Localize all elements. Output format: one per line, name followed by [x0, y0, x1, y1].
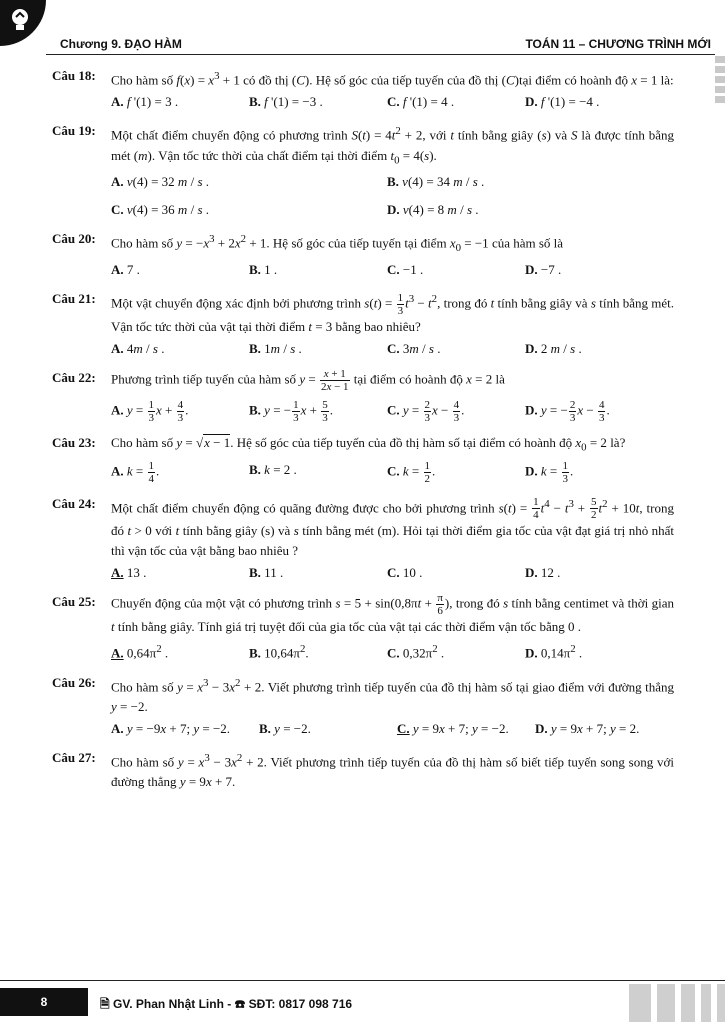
- option-d[interactable]: D. −7 .: [525, 262, 562, 278]
- option-a[interactable]: A. f '(1) = 3 .: [111, 94, 179, 110]
- answer-options: [111, 260, 674, 280]
- option-a[interactable]: A. k = $\frac{1}{4}$ .: [111, 459, 160, 485]
- answer-options: [111, 639, 674, 663]
- option-c[interactable]: C. k = $\frac{1}{2}$ .: [387, 459, 436, 485]
- answer-options: [111, 172, 674, 192]
- subject-title: TOÁN 11 – CHƯƠNG TRÌNH MỚI: [525, 37, 711, 51]
- footer-divider: [0, 980, 725, 981]
- question-number: Câu 26:: [52, 674, 96, 690]
- question-23: [52, 433, 674, 485]
- question-number: Câu 19:: [52, 123, 96, 139]
- option-b[interactable]: B. k = 2 .: [249, 461, 297, 477]
- option-a[interactable]: A. 4m / s .: [111, 341, 165, 357]
- question-25: [52, 592, 674, 663]
- option-a[interactable]: A. v(4) = 32 m / s .: [111, 174, 209, 190]
- question-20: [52, 229, 674, 280]
- answer-options: [111, 563, 674, 583]
- option-d[interactable]: D. v(4) = 8 m / s .: [387, 202, 479, 218]
- answer-options: [111, 460, 674, 485]
- option-c[interactable]: C. $0,32\pi^2$ .: [387, 643, 445, 661]
- option-c[interactable]: C. v(4) = 36 m / s .: [111, 202, 209, 218]
- option-c[interactable]: C. 10 .: [387, 565, 423, 581]
- option-d[interactable]: D. y = − $\frac{2}{3}$ x − $\frac{4}{3}$ .: [525, 399, 610, 425]
- question-stem: Cho hàm số $y = x^3 - 3x^2 + 2$. Viết phương trình tiếp tuyến của đồ thị hàm số tại giao điểm với đường thẳng y = −2.: [111, 676, 674, 715]
- question-21: [52, 289, 674, 359]
- question-22: [52, 368, 674, 424]
- option-b[interactable]: B. 11 .: [249, 565, 284, 581]
- option-d[interactable]: D. 12 .: [525, 565, 561, 581]
- option-d[interactable]: D. 2 m / s .: [525, 341, 582, 357]
- option-b[interactable]: B. v(4) = 34 m / s .: [387, 174, 485, 190]
- question-stem: Một vật chuyển động xác định bởi phương trình s(t) = $\frac{1}{3}$ $t^3 - t^2$, trong đó t tính bằng giây và s tính bằng mét. Vận tốc tức thời của vật tại thời điểm t = 3 bằng bao nhiêu?: [111, 292, 675, 335]
- question-24: [52, 494, 674, 584]
- phone-icon: ☎: [234, 997, 246, 1011]
- question-number: Câu 20:: [52, 231, 96, 247]
- option-c[interactable]: C. y = $\frac{2}{3}$ x − $\frac{4}{3}$ .: [387, 399, 465, 425]
- question-18: [52, 66, 674, 112]
- answer-options: [111, 399, 674, 424]
- option-b[interactable]: B. 1 .: [249, 262, 278, 278]
- question-stem: Cho hàm số $y = -x^3 + 2x^2 + 1$. Hệ số góc của tiếp tuyến tại điểm $x_0 = -1$ của hàm số là: [111, 233, 564, 255]
- question-number: Câu 21:: [52, 291, 96, 307]
- option-d[interactable]: D. y = 9x + 7; y = 2.: [535, 721, 640, 737]
- question-number: Câu 22:: [52, 370, 96, 386]
- question-stem: Chuyển động của một vật có phương trình s = 5 + sin(0,8πt + $\frac{\pi}{6}$ ), trong đó s tính bằng centimet và thời gian t tính bằng giây. Tính giá trị tuyệt đối của gia tốc của vật tại các thời điểm vận tốc bằng 0 .: [111, 592, 674, 635]
- question-stem: Cho hàm số y = √x − 1. Hệ số góc của tiếp tuyến của đồ thị hàm số tại điểm có hoành độ $x_0 = 2$ là?: [111, 435, 626, 454]
- answer-options: [111, 339, 674, 359]
- question-stem: Phương trình tiếp tuyến của hàm số y = $\frac{x + 1}{2x - 1}$ tại điểm có hoành độ x = 2 là: [111, 368, 505, 394]
- page-header: [0, 0, 725, 56]
- question-stem: Một chất điểm chuyển động có quãng đường được cho bởi phương trình s(t) = $\frac{1}{4}$ $t^4 - t^3$ + $\frac{5}{2}$ $t^2 + 10t$, trong đó t > 0 với t tính bằng giây (s) và s tính bằng mét (m). Hỏi tại thời điểm gia tốc của vật đạt giá trị nhỏ nhất thì vận tốc của vật bằng bao nhiêu ?: [111, 496, 675, 559]
- option-a[interactable]: A. y = −9x + 7; y = −2.: [111, 721, 231, 737]
- option-d[interactable]: D. k = $\frac{1}{3}$ .: [525, 459, 574, 485]
- author-name: GV. Phan Nhật Linh: [113, 997, 224, 1011]
- option-c[interactable]: C. f '(1) = 4 .: [387, 94, 455, 110]
- question-number: Câu 24:: [52, 495, 96, 511]
- question-stem: Cho hàm số $y = x^3 - 3x^2 + 2$. Viết phương trình tiếp tuyến của đồ thị hàm số biết tiếp tuyến song song với đường thẳng y = 9x + 7.: [111, 752, 674, 790]
- option-d[interactable]: D. $0,14\pi^2$ .: [525, 643, 583, 661]
- answer-options: [111, 200, 674, 220]
- chapter-title: Chương 9. ĐẠO HÀM: [60, 37, 182, 51]
- option-a[interactable]: A. $0,64\pi^2$ .: [111, 643, 169, 661]
- question-list: [52, 66, 674, 801]
- question-number: Câu 27:: [52, 750, 96, 766]
- option-c[interactable]: C. y = 9x + 7; y = −2.: [397, 721, 509, 737]
- bulb-icon: [6, 6, 34, 34]
- option-a[interactable]: A. 13 .: [111, 565, 147, 581]
- option-c[interactable]: C. −1 .: [387, 262, 424, 278]
- author-info: 🗎 GV. Phan Nhật Linh - ☎ SĐT: 0817 098 716: [100, 997, 353, 1011]
- author-phone: SĐT: 0817 098 716: [248, 997, 353, 1011]
- question-number: Câu 23:: [52, 435, 96, 451]
- option-a[interactable]: A. 7 .: [111, 262, 140, 278]
- question-number: Câu 25:: [52, 594, 96, 610]
- option-b[interactable]: B. $10,64\pi^2$.: [249, 643, 309, 661]
- option-b[interactable]: B. 1m / s .: [249, 341, 302, 357]
- option-b[interactable]: B. y = −2.: [259, 721, 311, 737]
- question-stem: Cho hàm số $f(x) = x^3 + 1$ có đồ thị (C). Hệ số góc của tiếp tuyến của đồ thị (C)tại điểm có hoành độ x = 1 là:: [111, 70, 674, 88]
- option-a[interactable]: A. y = $\frac{1}{3}$ x + $\frac{4}{3}$ .: [111, 399, 189, 425]
- question-27: [52, 748, 674, 792]
- question-number: Câu 18:: [52, 68, 96, 83]
- question-stem: Một chất điểm chuyển động có phương trình $S(t) = 4t^2 + 2$, với t tính bằng giây (s) và S là được tính bằng mét (m). Vận tốc tức thời của chất điểm tại thời điểm $t_0 = 4(s)$.: [111, 125, 674, 167]
- page-footer: [0, 980, 725, 1024]
- option-b[interactable]: B. y = − $\frac{1}{3}$ x + $\frac{5}{3}$ .: [249, 399, 333, 425]
- question-19: [52, 121, 674, 220]
- logo: [0, 0, 46, 46]
- side-decoration: [715, 56, 725, 106]
- footer-decoration: [623, 984, 725, 1022]
- answer-options: [111, 92, 674, 112]
- option-d[interactable]: D. f '(1) = −4 .: [525, 94, 600, 110]
- option-c[interactable]: C. 3m / s .: [387, 341, 441, 357]
- page-number: 8: [0, 988, 88, 1016]
- header-divider: [46, 54, 715, 55]
- document-icon: 🗎: [100, 997, 110, 1011]
- question-26: [52, 673, 674, 739]
- answer-options: [111, 719, 674, 739]
- option-b[interactable]: B. f '(1) = −3 .: [249, 94, 323, 110]
